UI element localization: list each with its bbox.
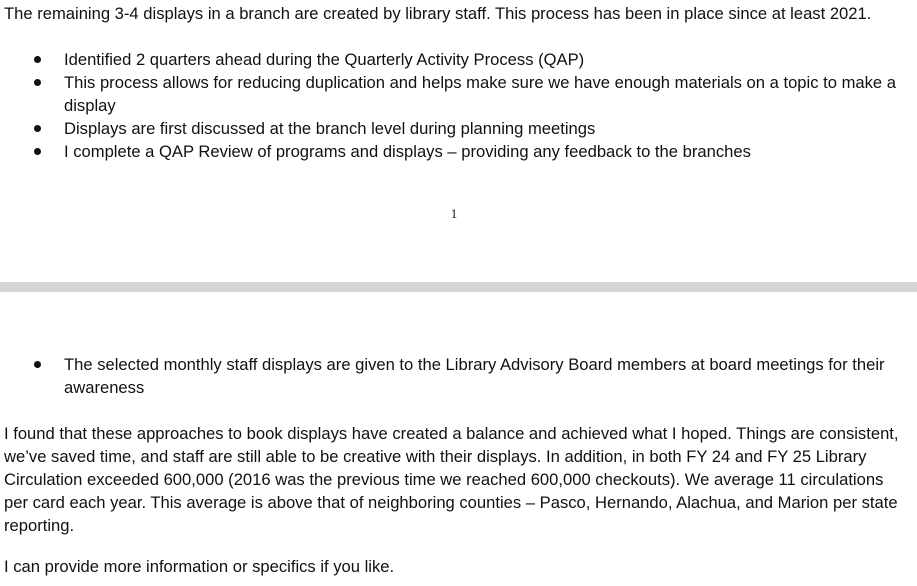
list-item-text: This process allows for reducing duplication and helps make sure we have enough materials on a topic to make a display: [64, 73, 896, 115]
list-item: [0, 48, 917, 71]
bullet-list-page-1: [0, 48, 917, 163]
list-item-text: The selected monthly staff displays are given to the Library Advisory Board members at board meetings for their awareness: [64, 355, 885, 397]
bullet-dot-icon: [34, 148, 41, 155]
bullet-list-page-2: [0, 353, 917, 399]
list-item: [0, 353, 917, 399]
list-item: [0, 140, 917, 163]
bullet-dot-icon: [34, 125, 41, 132]
summary-paragraph: I found that these approaches to book displays have created a balance and achieved what I hoped. Things are consistent, we’ve saved time, and staff are still able to be creative with their displays. In addition, in both FY 24 and FY 25 Library Circulation exceeded 600,000 (2016 was the previous time we reached 600,000 checkouts). We average 11 circulations per card each year. This average is above that of neighboring counties – Pasco, Hernando, Alachua, and Marion per state reporting.: [4, 424, 899, 535]
page-number: 1: [450, 206, 458, 221]
list-item-text: Identified 2 quarters ahead during the Quarterly Activity Process (QAP): [64, 50, 585, 69]
page-break-gap: [0, 282, 917, 292]
closing-paragraph: I can provide more information or specifics if you like.: [4, 557, 395, 576]
list-item: [0, 71, 917, 117]
document-page-1: [0, 0, 917, 282]
document-page-2: [0, 292, 917, 586]
bullet-dot-icon: [34, 56, 41, 63]
bullet-dot-icon: [34, 79, 41, 86]
list-item-text: Displays are first discussed at the branch level during planning meetings: [64, 119, 596, 138]
intro-paragraph: The remaining 3-4 displays in a branch are created by library staff. This process has been in place since at least 2021.: [4, 4, 872, 23]
list-item-text: I complete a QAP Review of programs and displays – providing any feedback to the branches: [64, 142, 751, 161]
bullet-dot-icon: [34, 361, 41, 368]
list-item: [0, 117, 917, 140]
